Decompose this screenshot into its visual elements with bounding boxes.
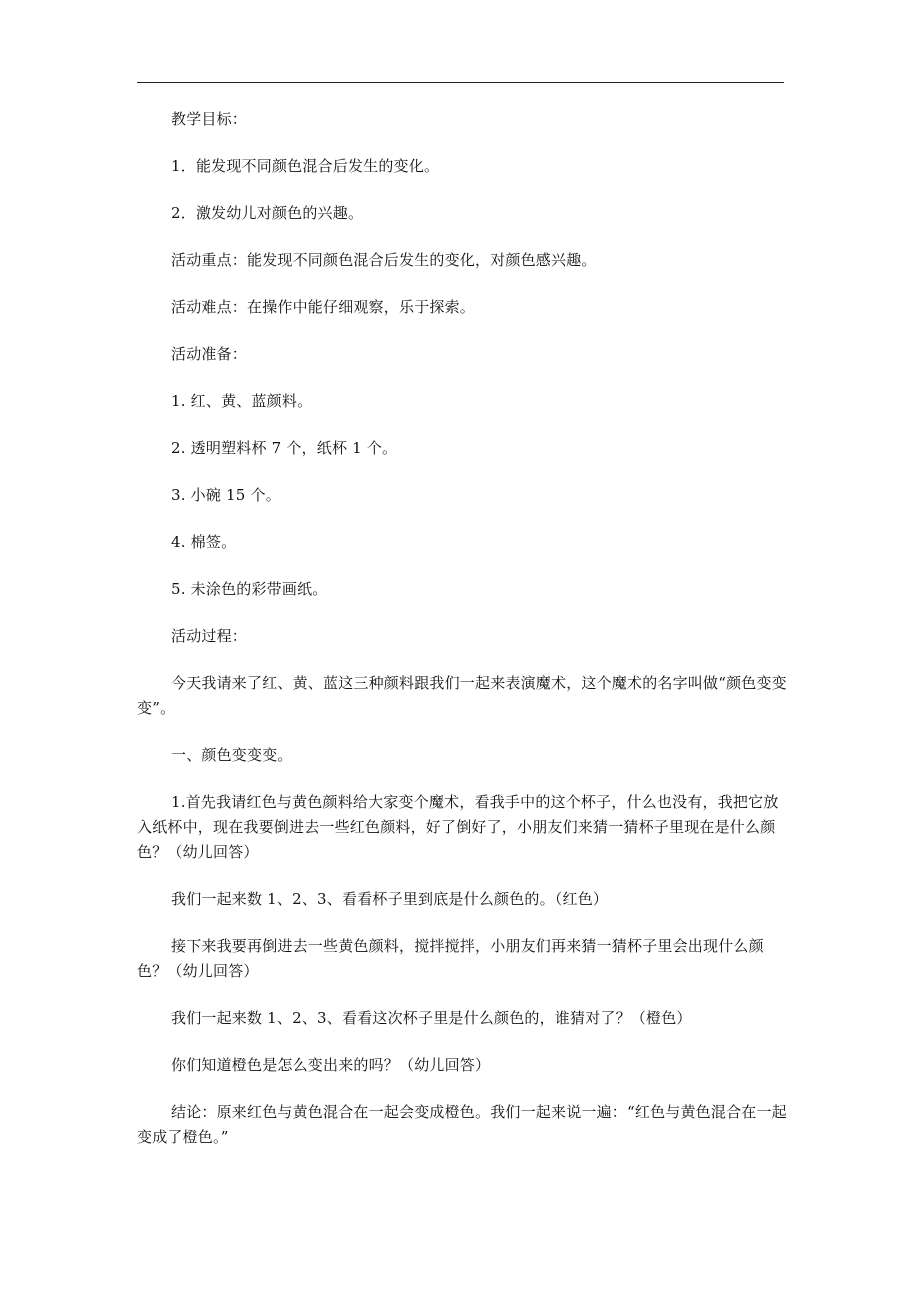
- heading-teaching-goals: 教学目标：: [171, 110, 248, 128]
- step-paragraph-1: 1.首先我请红色与黄色颜料给大家变个魔术，看我手中的这个杯子，什么也没有，我把它放入纸杯中，现在我要倒进去一些红色颜料，好了倒好了，小朋友们来猜一猜杯子里现在是什么颜色？（幼儿回答）: [137, 793, 779, 861]
- count-paragraph-1: 我们一起来数 1、2、3、看看杯子里到底是什么颜色的。（红色）: [171, 890, 609, 908]
- prep-item-2: 2. 透明塑料杯 7 个，纸杯 1 个。: [171, 439, 398, 457]
- goal-item-1: 1．能发现不同颜色混合后发生的变化。: [171, 157, 440, 175]
- activity-focus: 活动重点：能发现不同颜色混合后发生的变化，对颜色感兴趣。: [171, 251, 597, 269]
- header-rule: [137, 82, 784, 83]
- activity-difficulty: 活动难点：在操作中能仔细观察，乐于探索。: [171, 298, 476, 316]
- goal-item-2: 2．激发幼儿对颜色的兴趣。: [171, 204, 364, 222]
- intro-paragraph: 今天我请来了红、黄、蓝这三种颜料跟我们一起来表演魔术，这个魔术的名字叫做“颜色变变变”。: [137, 674, 787, 717]
- heading-process: 活动过程：: [171, 627, 248, 645]
- prep-item-3: 3. 小碗 15 个。: [171, 486, 281, 504]
- next-step-paragraph: 接下来我要再倒进去一些黄色颜料，搅拌搅拌，小朋友们再来猜一猜杯子里会出现什么颜色？（幼儿回答）: [137, 937, 764, 980]
- prep-item-5: 5. 未涂色的彩带画纸。: [171, 580, 328, 598]
- document-body: [137, 107, 787, 1172]
- prep-item-1: 1. 红、黄、蓝颜料。: [171, 392, 313, 410]
- section-heading-1: 一、颜色变变变。: [171, 746, 293, 764]
- conclusion-paragraph: 结论：原来红色与黄色混合在一起会变成橙色。我们一起来说一遍：“红色与黄色混合在一起变成了橙色。”: [137, 1103, 787, 1146]
- question-paragraph: 你们知道橙色是怎么变出来的吗？（幼儿回答）: [171, 1056, 491, 1074]
- count-paragraph-2: 我们一起来数 1、2、3、看看这次杯子里是什么颜色的，谁猜对了？（橙色）: [171, 1009, 692, 1027]
- heading-preparation: 活动准备：: [171, 345, 248, 363]
- prep-item-4: 4. 棉签。: [171, 533, 237, 551]
